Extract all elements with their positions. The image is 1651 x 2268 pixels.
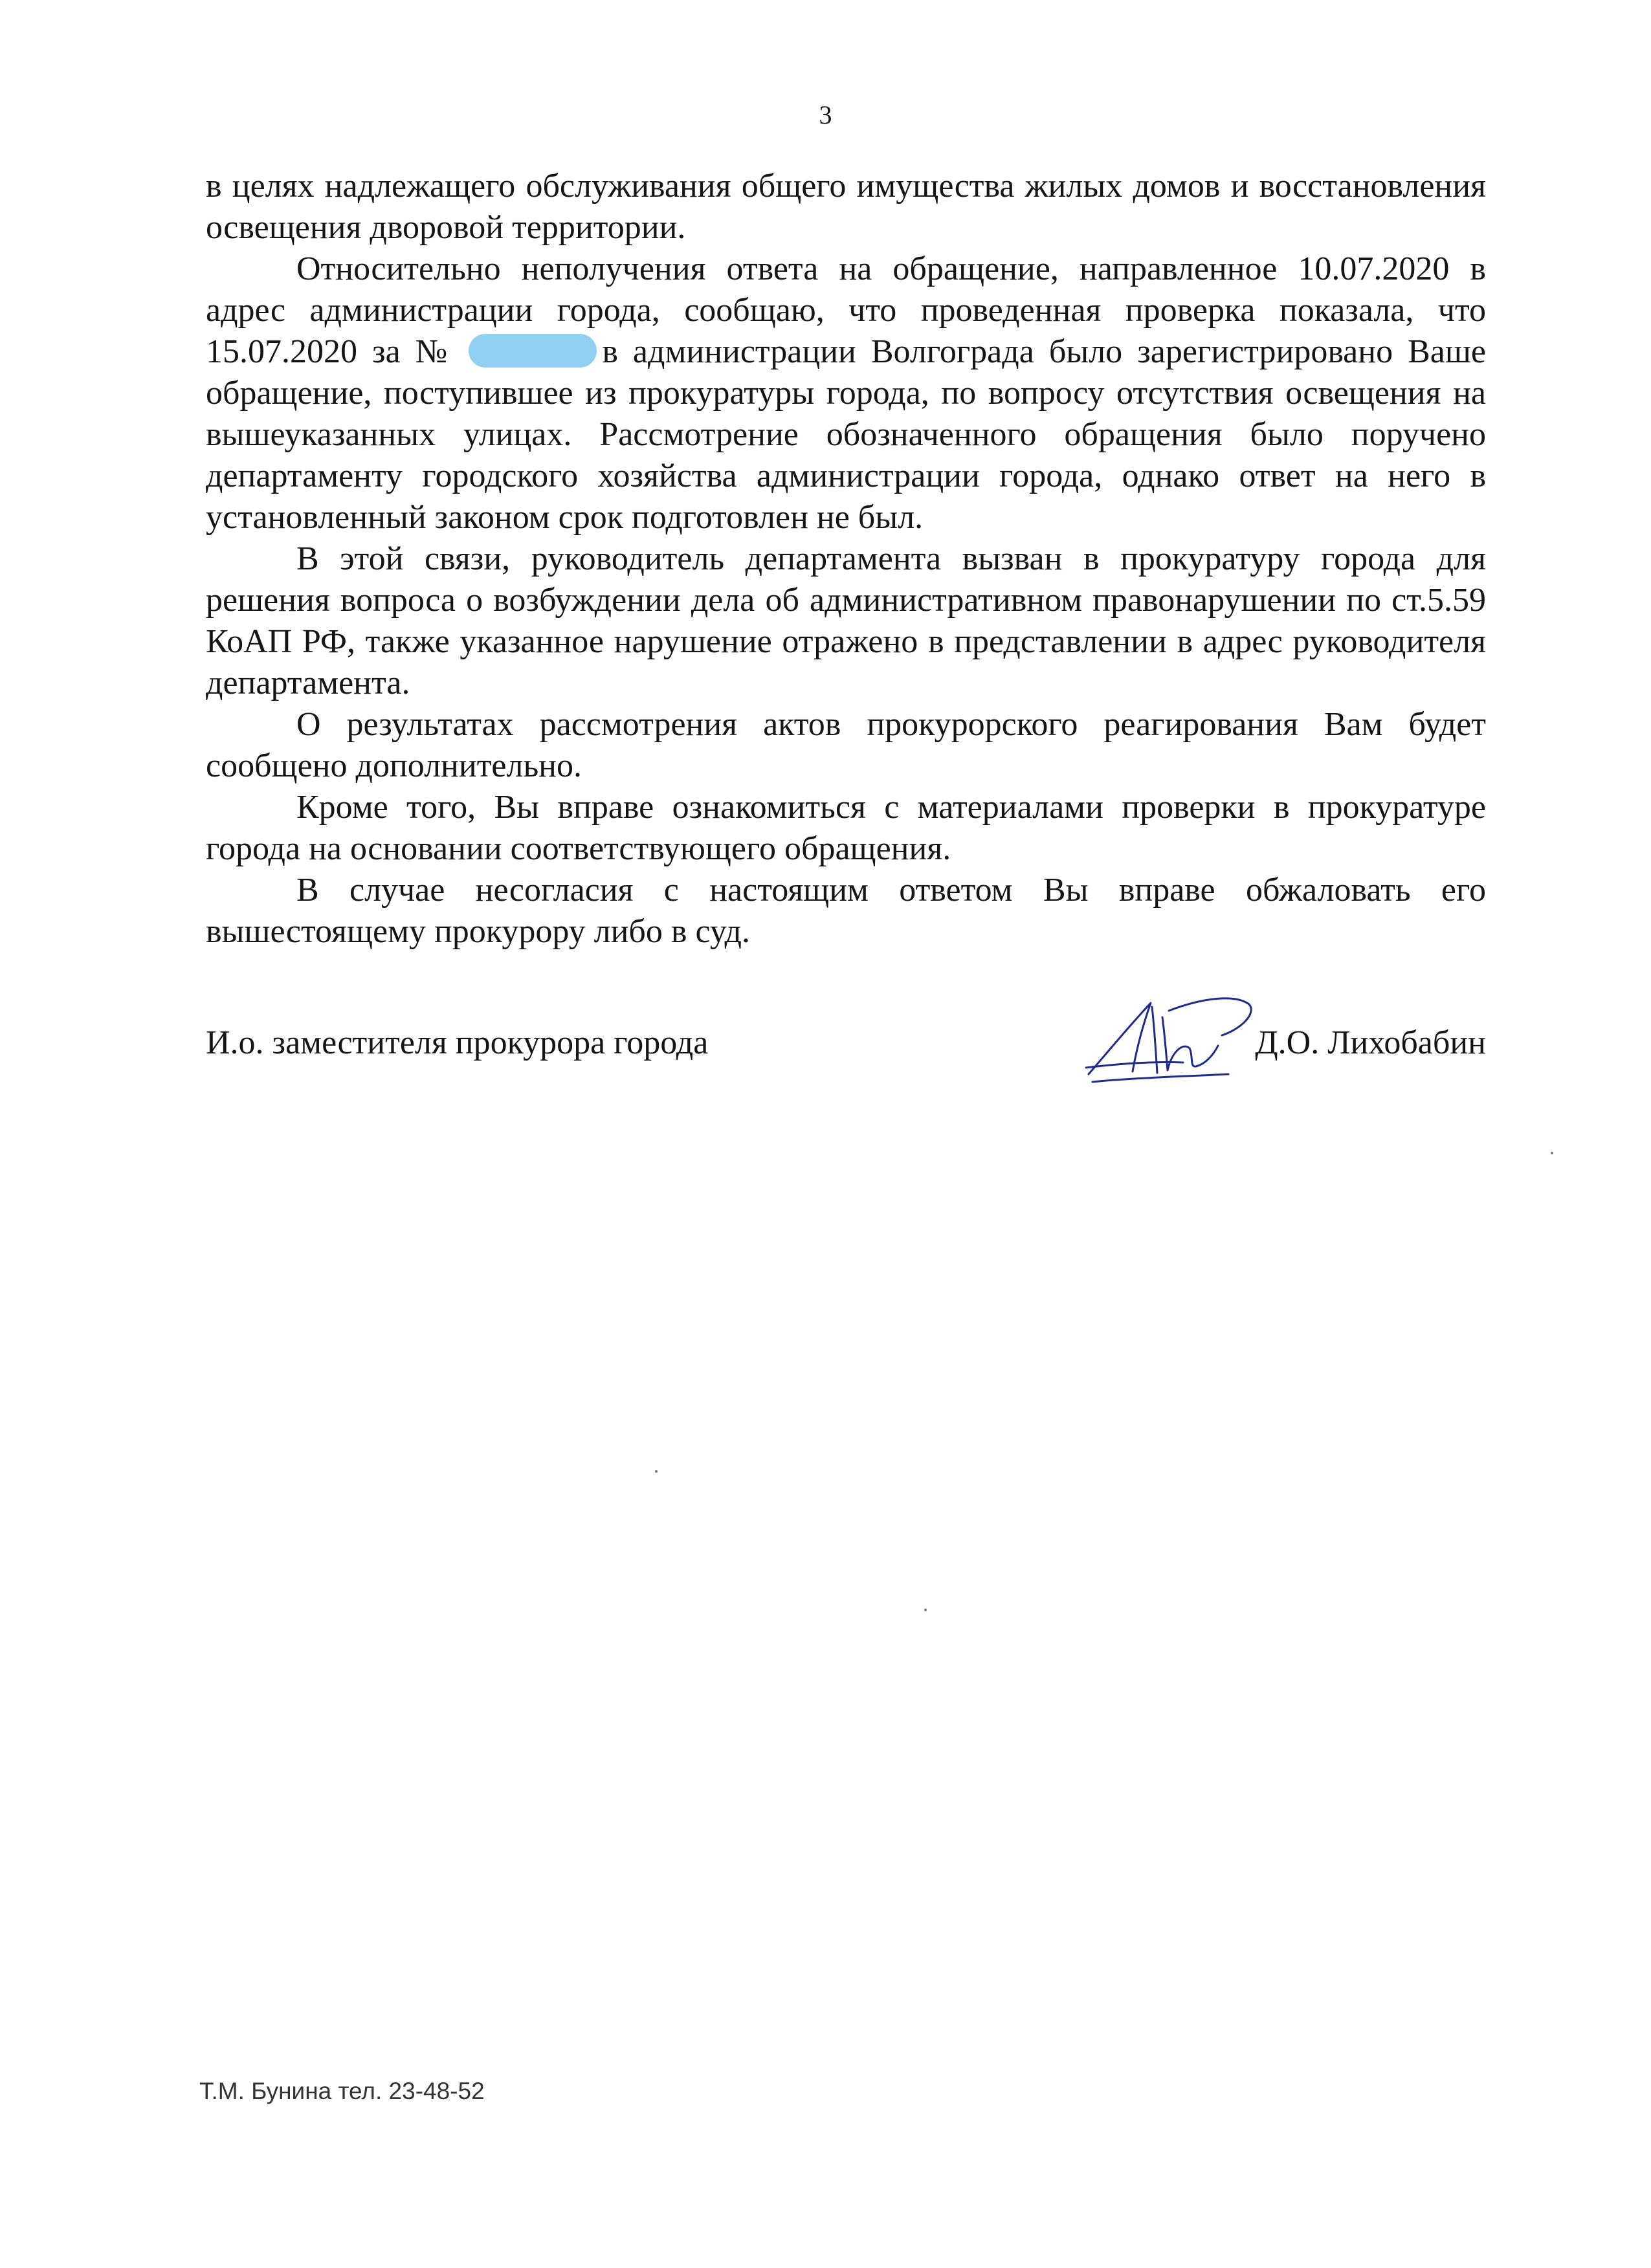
- executor-contact: Т.М. Бунина тел. 23-48-52: [199, 2078, 485, 2104]
- signatory-position: И.о. заместителя прокурора города: [206, 1024, 709, 1061]
- scan-speck: [1551, 1152, 1553, 1154]
- letter-body: [206, 166, 1486, 952]
- registration-date-number: 15.07.2020 за №: [206, 333, 454, 370]
- paragraph-appeal-right: В случае несогласия с настоящим ответом Вы вправе обжаловать его вышестоящему прокурору либо в суд.: [206, 872, 1486, 950]
- scan-speck: [655, 1470, 658, 1473]
- paragraph-lighting-restoration: в целях надлежащего обслуживания общего имущества жилых домов и восстановления освещения дворовой территории.: [206, 168, 1486, 246]
- handwritten-signature: [1080, 991, 1261, 1088]
- paragraph-department-head: В этой связи, руководитель департамента вызван в прокуратуру города для решения вопроса о возбуждении дела об административном правонарушении по ст.5.59 КоАП РФ, также указанное нарушение отражено в представлении в адрес руководителя департамента.: [206, 540, 1486, 701]
- paragraph-unanswered-appeal-text: Относительно неполучения ответа на обращение, направленное 10.07.2020 в адрес администрации города, сообщаю, что проведенная проверка показала, что: [206, 250, 1486, 329]
- paragraph-results-notice: О результатах рассмотрения актов прокурорского реагирования Вам будет сообщено дополнительно.: [206, 706, 1486, 784]
- signature-block: [206, 1022, 1486, 1074]
- paragraph-unanswered-appeal: [206, 248, 1486, 538]
- redaction-mark: [469, 334, 597, 368]
- page-number: 3: [819, 100, 832, 129]
- signatory-name: Д.О. Лихобабин: [1255, 1024, 1486, 1061]
- registration-details: в администрации Волгограда было зарегистрировано Ваше обращение, поступившее из прокуратуры города, по вопросу отсутствия освещения на вышеуказанных улицах. Рассмотрение обозначенного обращения было поручено департаменту городского хозяйства администрации города, однако ответ на него в установленный законом срок подготовлен не был.: [206, 333, 1487, 536]
- scan-speck: [924, 1609, 927, 1611]
- paragraph-review-materials: Кроме того, Вы вправе ознакомиться с материалами проверки в прокуратуре города на основании соответствующего обращения.: [206, 789, 1486, 867]
